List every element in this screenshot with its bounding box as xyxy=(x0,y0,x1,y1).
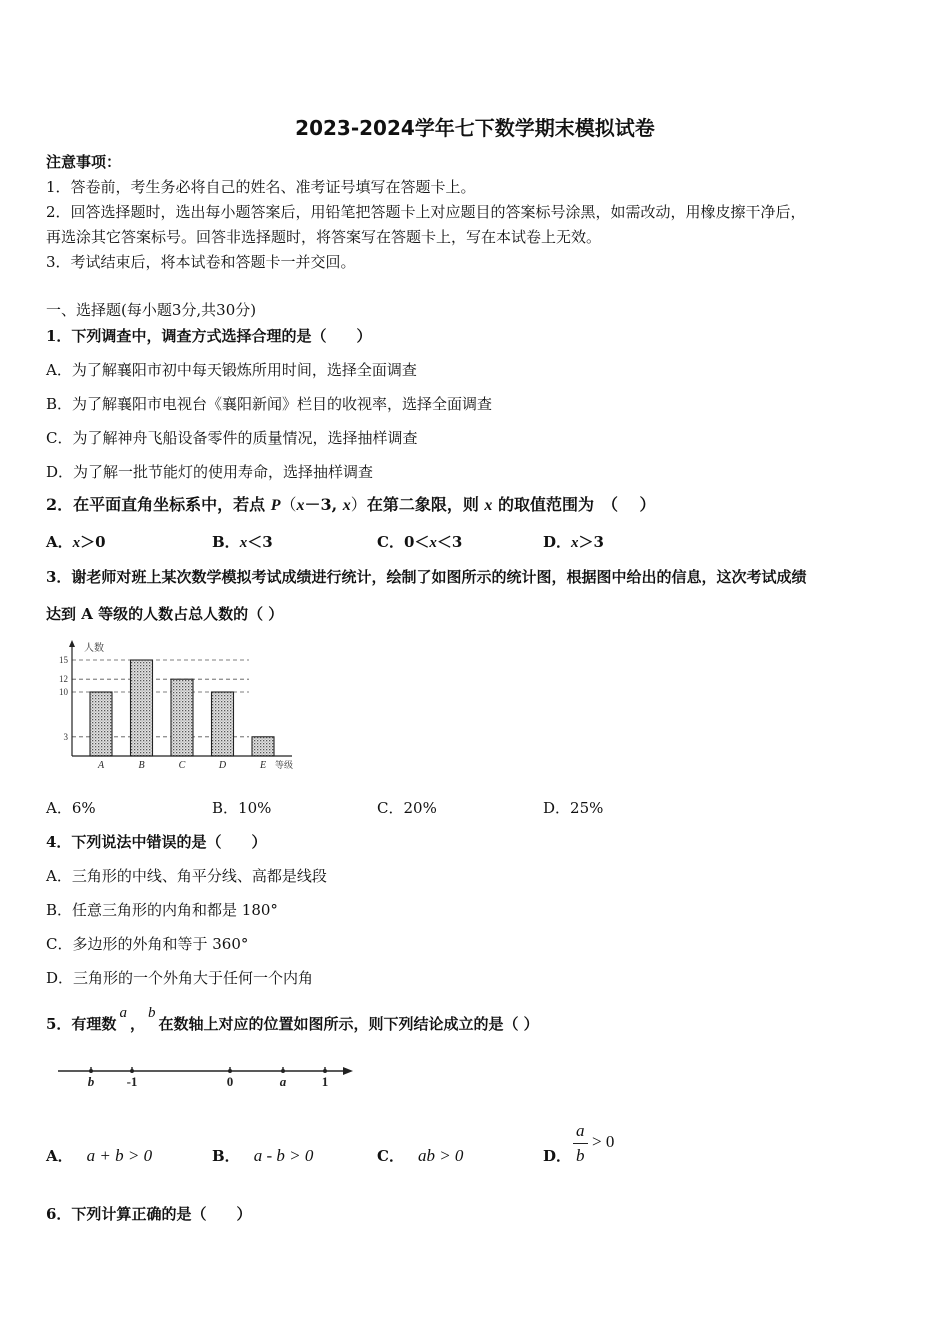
number-line-point xyxy=(130,1069,134,1073)
question-2-option-d: D．x＞3 xyxy=(543,533,604,551)
fraction-denominator: b xyxy=(576,1146,585,1165)
bar-A xyxy=(90,692,112,756)
x-tick-label-E: E xyxy=(259,760,267,771)
y-axis-label: 人数 xyxy=(84,643,104,654)
question-3-option-c: C．20% xyxy=(377,799,437,817)
question-3-option-d: D．25% xyxy=(543,799,604,817)
question-2-option-c: C．0＜x＜3 xyxy=(377,533,463,551)
y-tick-label: 10 xyxy=(59,687,68,697)
question-2-stem: 2．在平面直角坐标系中，若点 P（x－3, x）在第二象限，则 x 的取值范围为 （ ） xyxy=(46,495,656,514)
question-1-option-d: D．为了解一批节能灯的使用寿命，选择抽样调查 xyxy=(46,463,374,481)
number-line-point xyxy=(228,1069,232,1073)
y-tick-label: 12 xyxy=(59,674,68,685)
question-4-option-c: C．多边形的外角和等于 360° xyxy=(46,935,249,953)
notice-item: 再选涂其它答案标号。回答非选择题时，将答案写在答题卡上，写在本试卷上无效。 xyxy=(46,228,602,246)
number-line-label: 1 xyxy=(321,1074,329,1089)
notice-item: 1．答卷前，考生务必将自己的姓名、准考证号填写在答题卡上。 xyxy=(46,178,476,196)
notice-heading: 注意事项： xyxy=(46,153,122,171)
bar-E xyxy=(252,737,274,756)
question-4-stem: 4．下列说法中错误的是（ ） xyxy=(46,833,267,851)
notice-item: 2．回答选择题时，选出每小题答案后，用铅笔把答题卡上对应题目的答案标号涂黑，如需改动，用橡皮擦干净后， xyxy=(46,203,806,221)
question-3-option-b: B．10% xyxy=(212,799,272,817)
number-line-point xyxy=(89,1069,93,1073)
var-b: b xyxy=(147,1005,156,1021)
number-line-label: 0 xyxy=(226,1074,234,1089)
y-axis-arrow xyxy=(69,640,75,647)
question-3-stem-line-1: 3．谢老师对班上某次数学模拟考试成绩进行统计，绘制了如图所示的统计图，根据图中给出的信息，这次考试成绩 xyxy=(46,568,807,586)
y-tick-label: 15 xyxy=(59,655,68,665)
number-line-label: -1 xyxy=(126,1074,138,1089)
x-tick-label-A: A xyxy=(97,760,105,771)
question-1-option-a: A．为了解襄阳市初中每天锻炼所用时间，选择全面调查 xyxy=(46,361,417,379)
question-5-option-c: C． ab > 0 xyxy=(377,1146,464,1165)
question-5-stem: 5．有理数a，b在数轴上对应的位置如图所示，则下列结论成立的是（ ） xyxy=(46,1005,539,1033)
number-line-point xyxy=(281,1069,285,1073)
question-3-option-a: A．6% xyxy=(46,799,96,817)
question-1-stem: 1．下列调查中，调查方式选择合理的是（ ） xyxy=(46,327,372,345)
point-p: P xyxy=(270,497,281,514)
number-line-label: a xyxy=(279,1074,287,1089)
section-heading: 一、选择题(每小题3分,共30分) xyxy=(46,301,257,319)
question-2-option-b: B．x＜3 xyxy=(212,533,273,551)
page-title: 2023-2024学年七下数学期末模拟试卷 xyxy=(295,116,655,140)
question-6-stem: 6．下列计算正确的是（ ） xyxy=(46,1205,252,1223)
question-4-option-b: B．任意三角形的内角和都是 180° xyxy=(46,901,278,919)
fraction-relation: > 0 xyxy=(592,1132,615,1151)
x-tick-label-D: D xyxy=(218,760,227,771)
question-5-option-b: B． a - b > 0 xyxy=(212,1146,314,1165)
notice-item: 3．考试结束后，将本试卷和答题卡一并交回。 xyxy=(46,253,356,271)
question-1-option-b: B．为了解襄阳市电视台《襄阳新闻》栏目的收视率，选择全面调查 xyxy=(46,395,493,413)
x-tick-label-B: B xyxy=(138,760,145,771)
y-tick-label: 3 xyxy=(63,731,68,742)
bar-chart xyxy=(44,638,314,778)
fraction-numerator: a xyxy=(576,1121,585,1140)
question-3-stem-line-2: 达到 A 等级的人数占总人数的（ ） xyxy=(46,605,284,623)
x-tick-label-C: C xyxy=(178,760,186,771)
var-a: a xyxy=(119,1005,127,1021)
number-line-label: b xyxy=(87,1074,95,1089)
fraction-bar xyxy=(573,1143,588,1144)
question-1-option-c: C．为了解神舟飞船设备零件的质量情况，选择抽样调查 xyxy=(46,429,418,447)
bar-D xyxy=(212,692,234,756)
question-2-option-a: A．x＞0 xyxy=(46,533,106,551)
number-line-point xyxy=(323,1069,327,1073)
bar-C xyxy=(171,679,193,756)
question-4-option-d: D．三角形的一个外角大于任何一个内角 xyxy=(46,969,314,987)
question-5-option-d: D． xyxy=(543,1147,572,1165)
number-line-arrow xyxy=(343,1067,353,1075)
bar-B xyxy=(131,660,153,756)
x-axis-label: 等级 xyxy=(275,760,294,770)
number-line xyxy=(50,1058,360,1098)
question-5-option-a: A． a + b > 0 xyxy=(46,1146,153,1165)
question-4-option-a: A．三角形的中线、角平分线、高都是线段 xyxy=(46,867,327,885)
